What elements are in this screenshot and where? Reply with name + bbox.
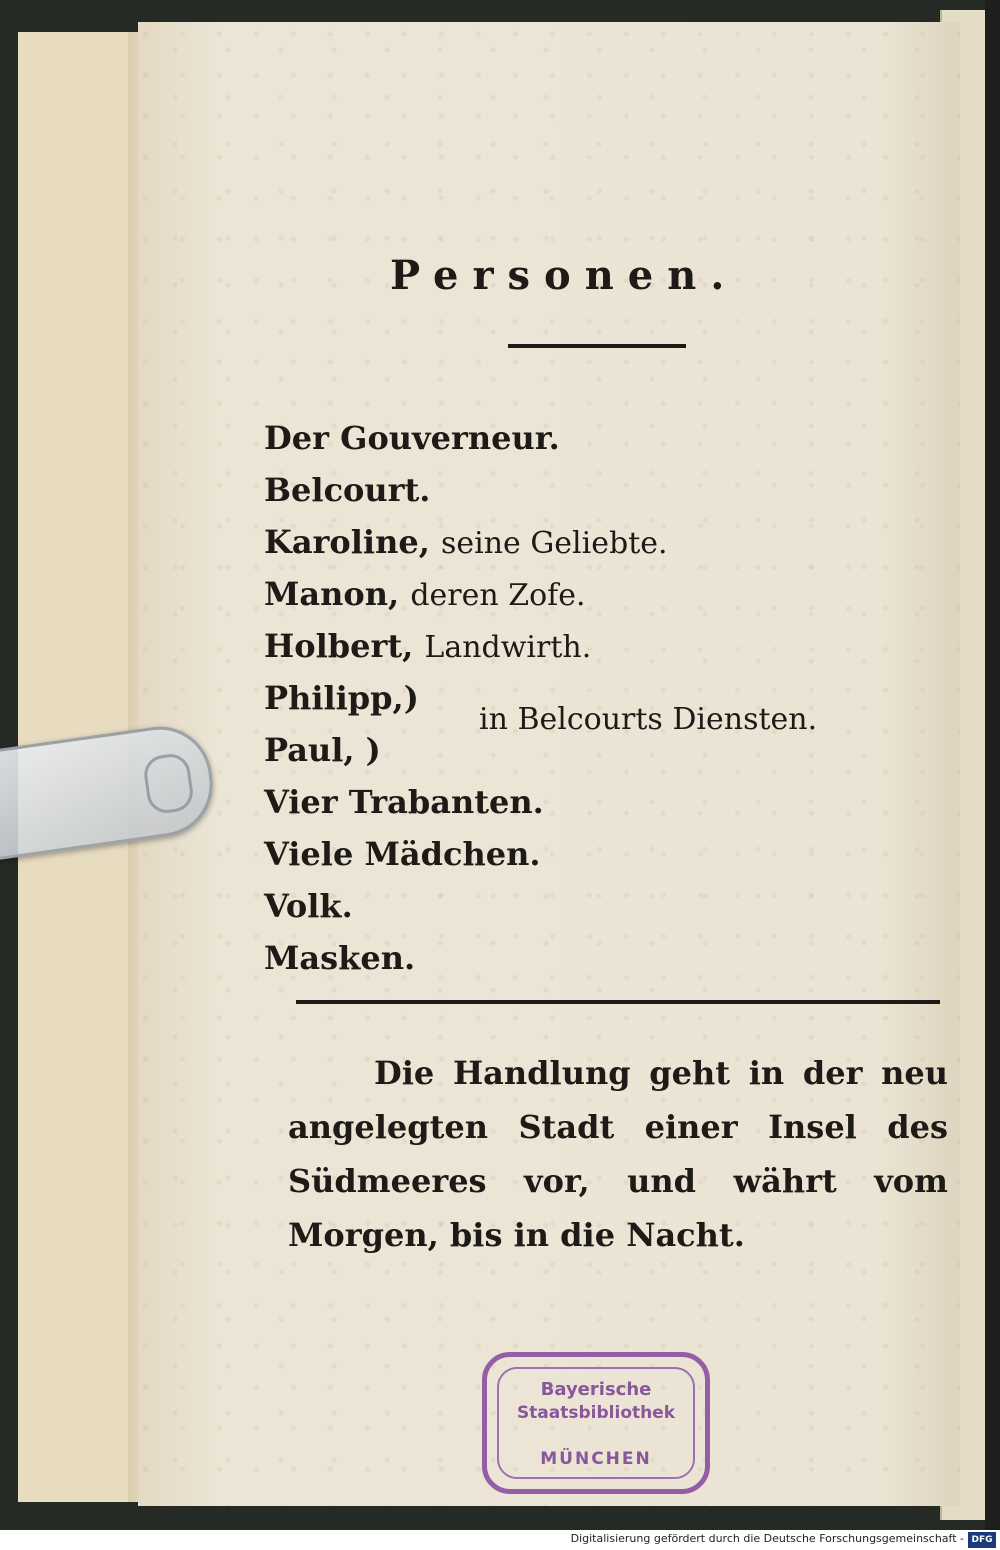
clip-hole — [142, 752, 196, 816]
page-heading: Personen. — [390, 252, 739, 299]
cast-name: Viele Mädchen. — [264, 835, 541, 873]
cast-name: Belcourt. — [264, 471, 431, 509]
cast-item — [264, 776, 668, 828]
cast-item — [264, 464, 668, 516]
library-stamp — [482, 1352, 710, 1494]
cast-description: deren Zofe. — [410, 578, 586, 613]
cast-description: seine Geliebte. — [440, 526, 668, 561]
bracket-group — [264, 672, 818, 776]
cast-list — [264, 412, 818, 984]
cast-item — [264, 516, 668, 568]
cast-name: Philipp,) — [264, 679, 419, 717]
cast-name: Volk. — [264, 887, 353, 925]
cast-item — [264, 620, 668, 672]
cast-name: Karoline, — [264, 523, 430, 561]
footer-credit: Digitalisierung gefördert durch die Deutsche Forschungsgemeinschaft - — [570, 1532, 964, 1545]
cast-name: Masken. — [264, 939, 416, 977]
cast-description: Landwirth. — [424, 630, 592, 665]
cast-item — [264, 932, 668, 984]
dfg-logo-icon: DFG — [968, 1532, 996, 1548]
stamp-text: Staatsbibliothek — [516, 1403, 676, 1423]
heading-rule — [508, 344, 686, 348]
footer-bar — [0, 1530, 1000, 1550]
cast-item — [264, 412, 668, 464]
cast-name: Paul, ) — [264, 731, 381, 769]
cast-description: in Belcourts Diensten. — [479, 702, 818, 737]
section-rule — [296, 1000, 940, 1004]
cast-name: Der Gouverneur. — [264, 419, 560, 457]
cast-item — [264, 828, 668, 880]
cast-name: Vier Trabanten. — [264, 783, 544, 821]
setting-paragraph: Die Handlung geht in der neu angelegten Stadt einer Insel des Südmeeres vor, und währt vom Morgen, bis in die Nacht. — [288, 1054, 948, 1254]
cast-item — [264, 880, 668, 932]
cast-name: Manon, — [264, 575, 400, 613]
stamp-text: MÜNCHEN — [540, 1449, 652, 1469]
cast-item — [264, 568, 668, 620]
right-book-cover — [985, 0, 1000, 1530]
stamp-text: Bayerische — [540, 1379, 652, 1400]
cast-name: Holbert, — [264, 627, 414, 665]
